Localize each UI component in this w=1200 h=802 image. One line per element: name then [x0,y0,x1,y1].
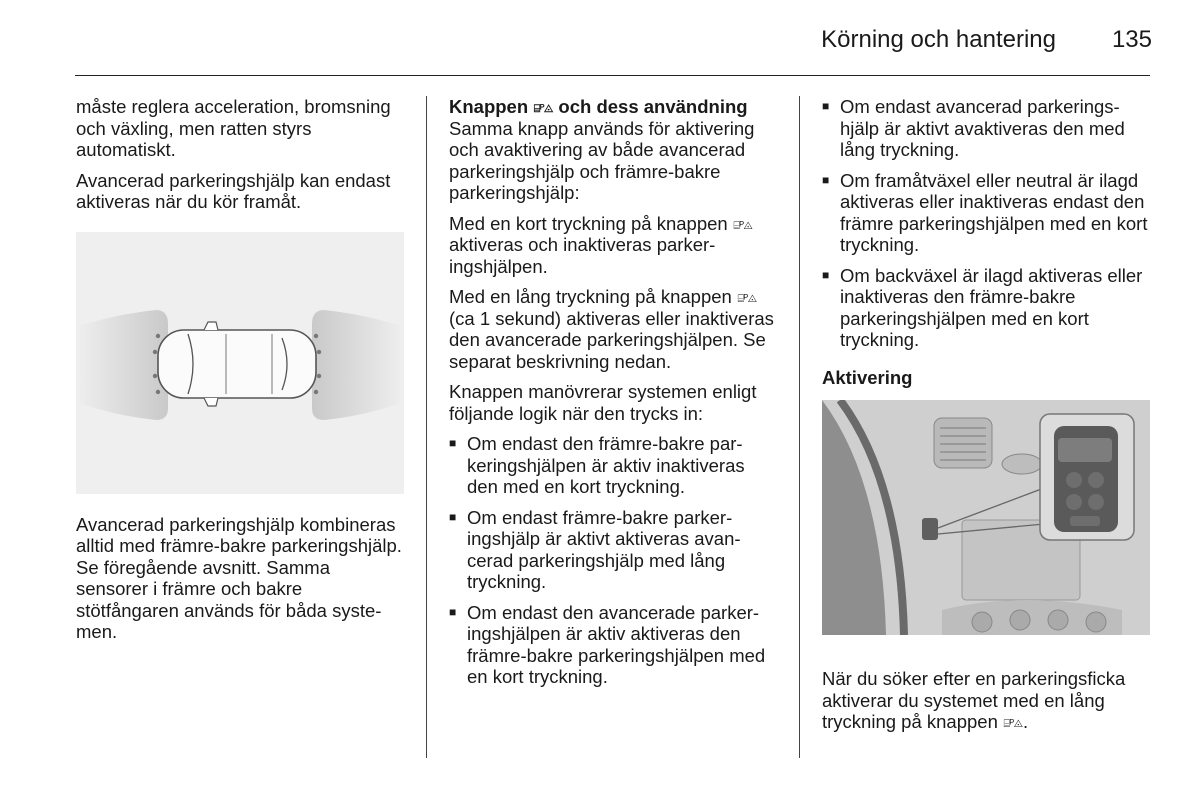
section-heading: Aktivering [822,366,913,388]
section-heading: Knappen ⌸ᴾ◬ och dess användning [449,96,748,117]
paragraph: Knappen manövrerar systemen enligt följande logik när den trycks in: [449,381,757,424]
parking-assist-button-icon: ⌸ᴾ◬ [1003,718,1023,730]
parking-assist-button-icon: ⌸ᴾ◬ [737,293,757,305]
chapter-title: Körning och hantering [821,26,1056,53]
list-item: ■ Om endast den främre-bakre parkeringshjälpen är aktiv inaktiveras den med en kort tryckning. [449,433,745,497]
page-number: 135 [1111,26,1152,53]
square-bullet-icon: ■ [822,172,830,187]
square-bullet-icon: ■ [822,99,830,113]
column-2 [449,96,779,697]
column-3 [822,96,1152,742]
header-rule [75,75,1150,76]
list-item: ■ Om endast avancerad parkeringshjälp är aktivt avaktiveras den med lång tryckning. [822,96,1125,160]
list-item: ■ Om endast den avancerade parkeringshjälpen är aktiv aktiveras den främre-bakre parkeringshjälpen med en kort tryckning. [449,601,766,687]
square-bullet-icon: ■ [449,604,457,619]
parking-assist-button-icon: ⌸ᴾ◬ [733,219,753,232]
paragraph: Avancerad parkeringshjälp kan endast aktiveras när du kör framåt. [76,169,391,212]
square-bullet-icon: ■ [449,436,457,450]
list-item: ■ Om framåtväxel eller neutral är ilagd aktiveras eller inaktiveras endast den främre parkeringshjälpen med en kort tryckning. [822,169,1148,255]
parking-assist-button-icon: ⌸ᴾ◬ [533,103,553,115]
column-divider-2 [799,96,800,758]
list-item: ■ Om endast främre-bakre parkeringshjälp är aktivt aktiveras avancerad parkeringshjälp med lång tryckning. [449,506,741,592]
square-bullet-icon: ■ [449,509,457,524]
paragraph: Med en lång tryckning på knappen ⌸ᴾ◬ (ca 1 sekund) aktiveras eller inaktiveras den avancerade parkeringshjälpen. Se separat beskrivning nedan. [449,286,774,372]
car-top-view-illustration [76,232,404,494]
square-bullet-icon: ■ [822,267,830,282]
dashboard-button-photo [822,400,1150,635]
paragraph: Avancerad parkeringshjälp kombineras alltid med främre-bakre parkeringshjälp. Se föregående avsnitt. Samma sensorer i främre och bakre stötfångaren används för båda systemen. [76,513,402,642]
paragraph: måste reglera acceleration, bromsning och växling, men ratten styrs automatiskt. [76,96,391,160]
list-item: ■ Om backväxel är ilagd aktiveras eller inaktiveras den främre-bakre parkeringshjälpen med en kort tryckning. [822,264,1143,350]
paragraph: Samma knapp används för aktivering och avaktivering av både avancerad parkeringshjälp och främre-bakre parkeringshjälp: [449,117,755,203]
paragraph: När du söker efter en parkeringsficka aktiverar du systemet med en lång tryckning på knappen ⌸ᴾ◬. [822,668,1126,732]
column-1 [76,96,406,652]
paragraph: Med en kort tryckning på knappen ⌸ᴾ◬ aktiveras och inaktiveras parkeringshjälpen. [449,212,753,277]
dashboard-illustration [822,400,1150,635]
column-divider-1 [426,96,427,758]
parking-sensor-illustration [76,232,404,494]
